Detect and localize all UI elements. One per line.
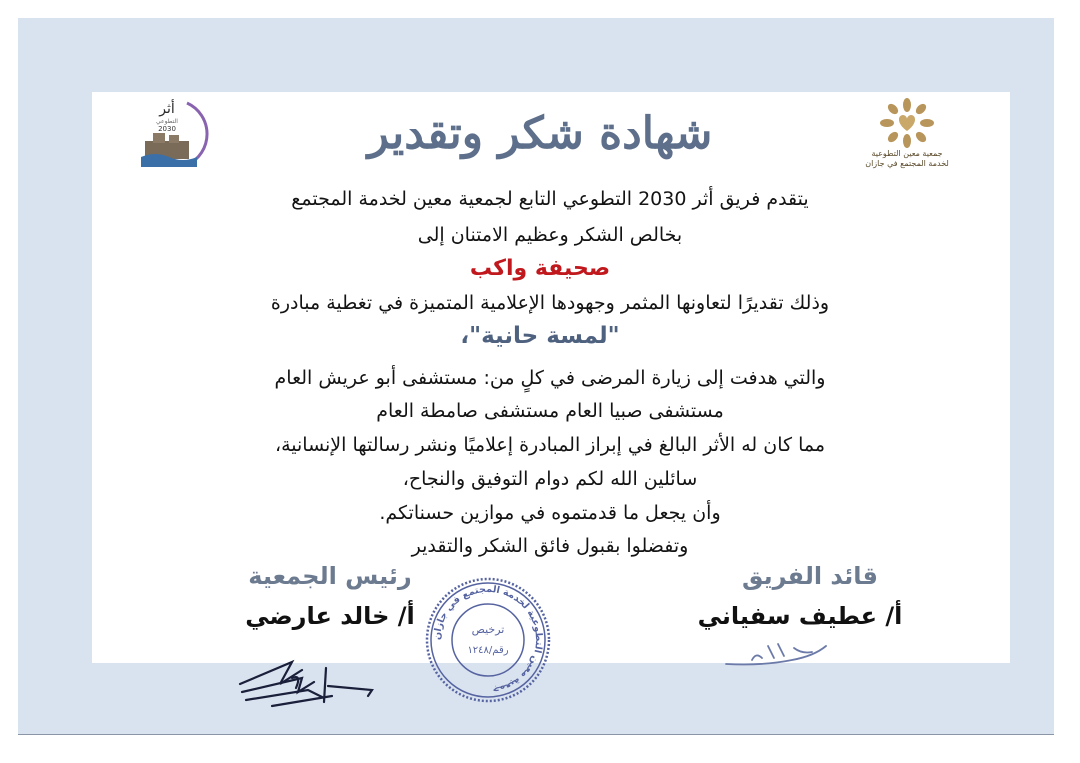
body-line-2: مستشفى صبيا العام مستشفى صامطة العام [376, 400, 724, 422]
leader-role: قائد الفريق [741, 562, 879, 590]
recipient-name: صحيفة واكب [469, 256, 611, 281]
bottom-rule [18, 734, 1054, 735]
stamp-outer-text: جمعية معين التطوعية لخدمة المجتمع في جازان [431, 583, 545, 696]
body-line-5: وأن يجعل ما قدمتموه في موازين حسناتكم. [379, 502, 721, 524]
team-athar-logo [135, 95, 210, 175]
body-line-3: مما كان له الأثر البالغ في إبراز المبادرة إعلاميًا ونشر رسالتها الإنسانية، [274, 434, 826, 456]
association-logo [876, 97, 938, 149]
team-logo-sub: التطوعي [156, 118, 178, 125]
intro-line-1: يتقدم فريق أثر 2030 التطوعي التابع لجمعية معين لخدمة المجتمع [291, 188, 809, 210]
association-name-line2: لخدمة المجتمع في جازان [865, 159, 949, 168]
certificate-title: شهادة شكر وتقدير [367, 108, 713, 159]
official-stamp [423, 575, 553, 705]
intro-line-2: بخالص الشكر وعظيم الامتنان إلى [417, 224, 683, 246]
association-name-line1: جمعية معين التطوعية [871, 149, 943, 158]
president-role: رئيس الجمعية [248, 562, 412, 590]
stamp-license-label: ترخيص [471, 623, 505, 636]
body-line-6: وتفضلوا بقبول فائق الشكر والتقدير [411, 535, 689, 557]
leader-signature [722, 634, 832, 674]
leader-name: أ/ عطيف سفياني [697, 602, 903, 630]
president-signature [232, 648, 382, 710]
president-name: أ/ خالد عارضي [245, 602, 415, 630]
body-line-1: والتي هدفت إلى زيارة المرضى في كلٍ من: مستشفى أبو عريش العام [274, 367, 826, 389]
stamp-license-number: رقم/١٢٤٨ [467, 645, 509, 656]
body-line-4: سائلين الله لكم دوام التوفيق والنجاح، [402, 468, 698, 490]
team-logo-mark: أثر [159, 101, 175, 117]
reason-line: وذلك تقديرًا لتعاونها المثمر وجهودها الإعلامية المتميزة في تغطية مبادرة [270, 292, 830, 314]
initiative-name: "لمسة حانية"، [460, 323, 620, 349]
team-logo-year: 2030 [158, 125, 176, 133]
